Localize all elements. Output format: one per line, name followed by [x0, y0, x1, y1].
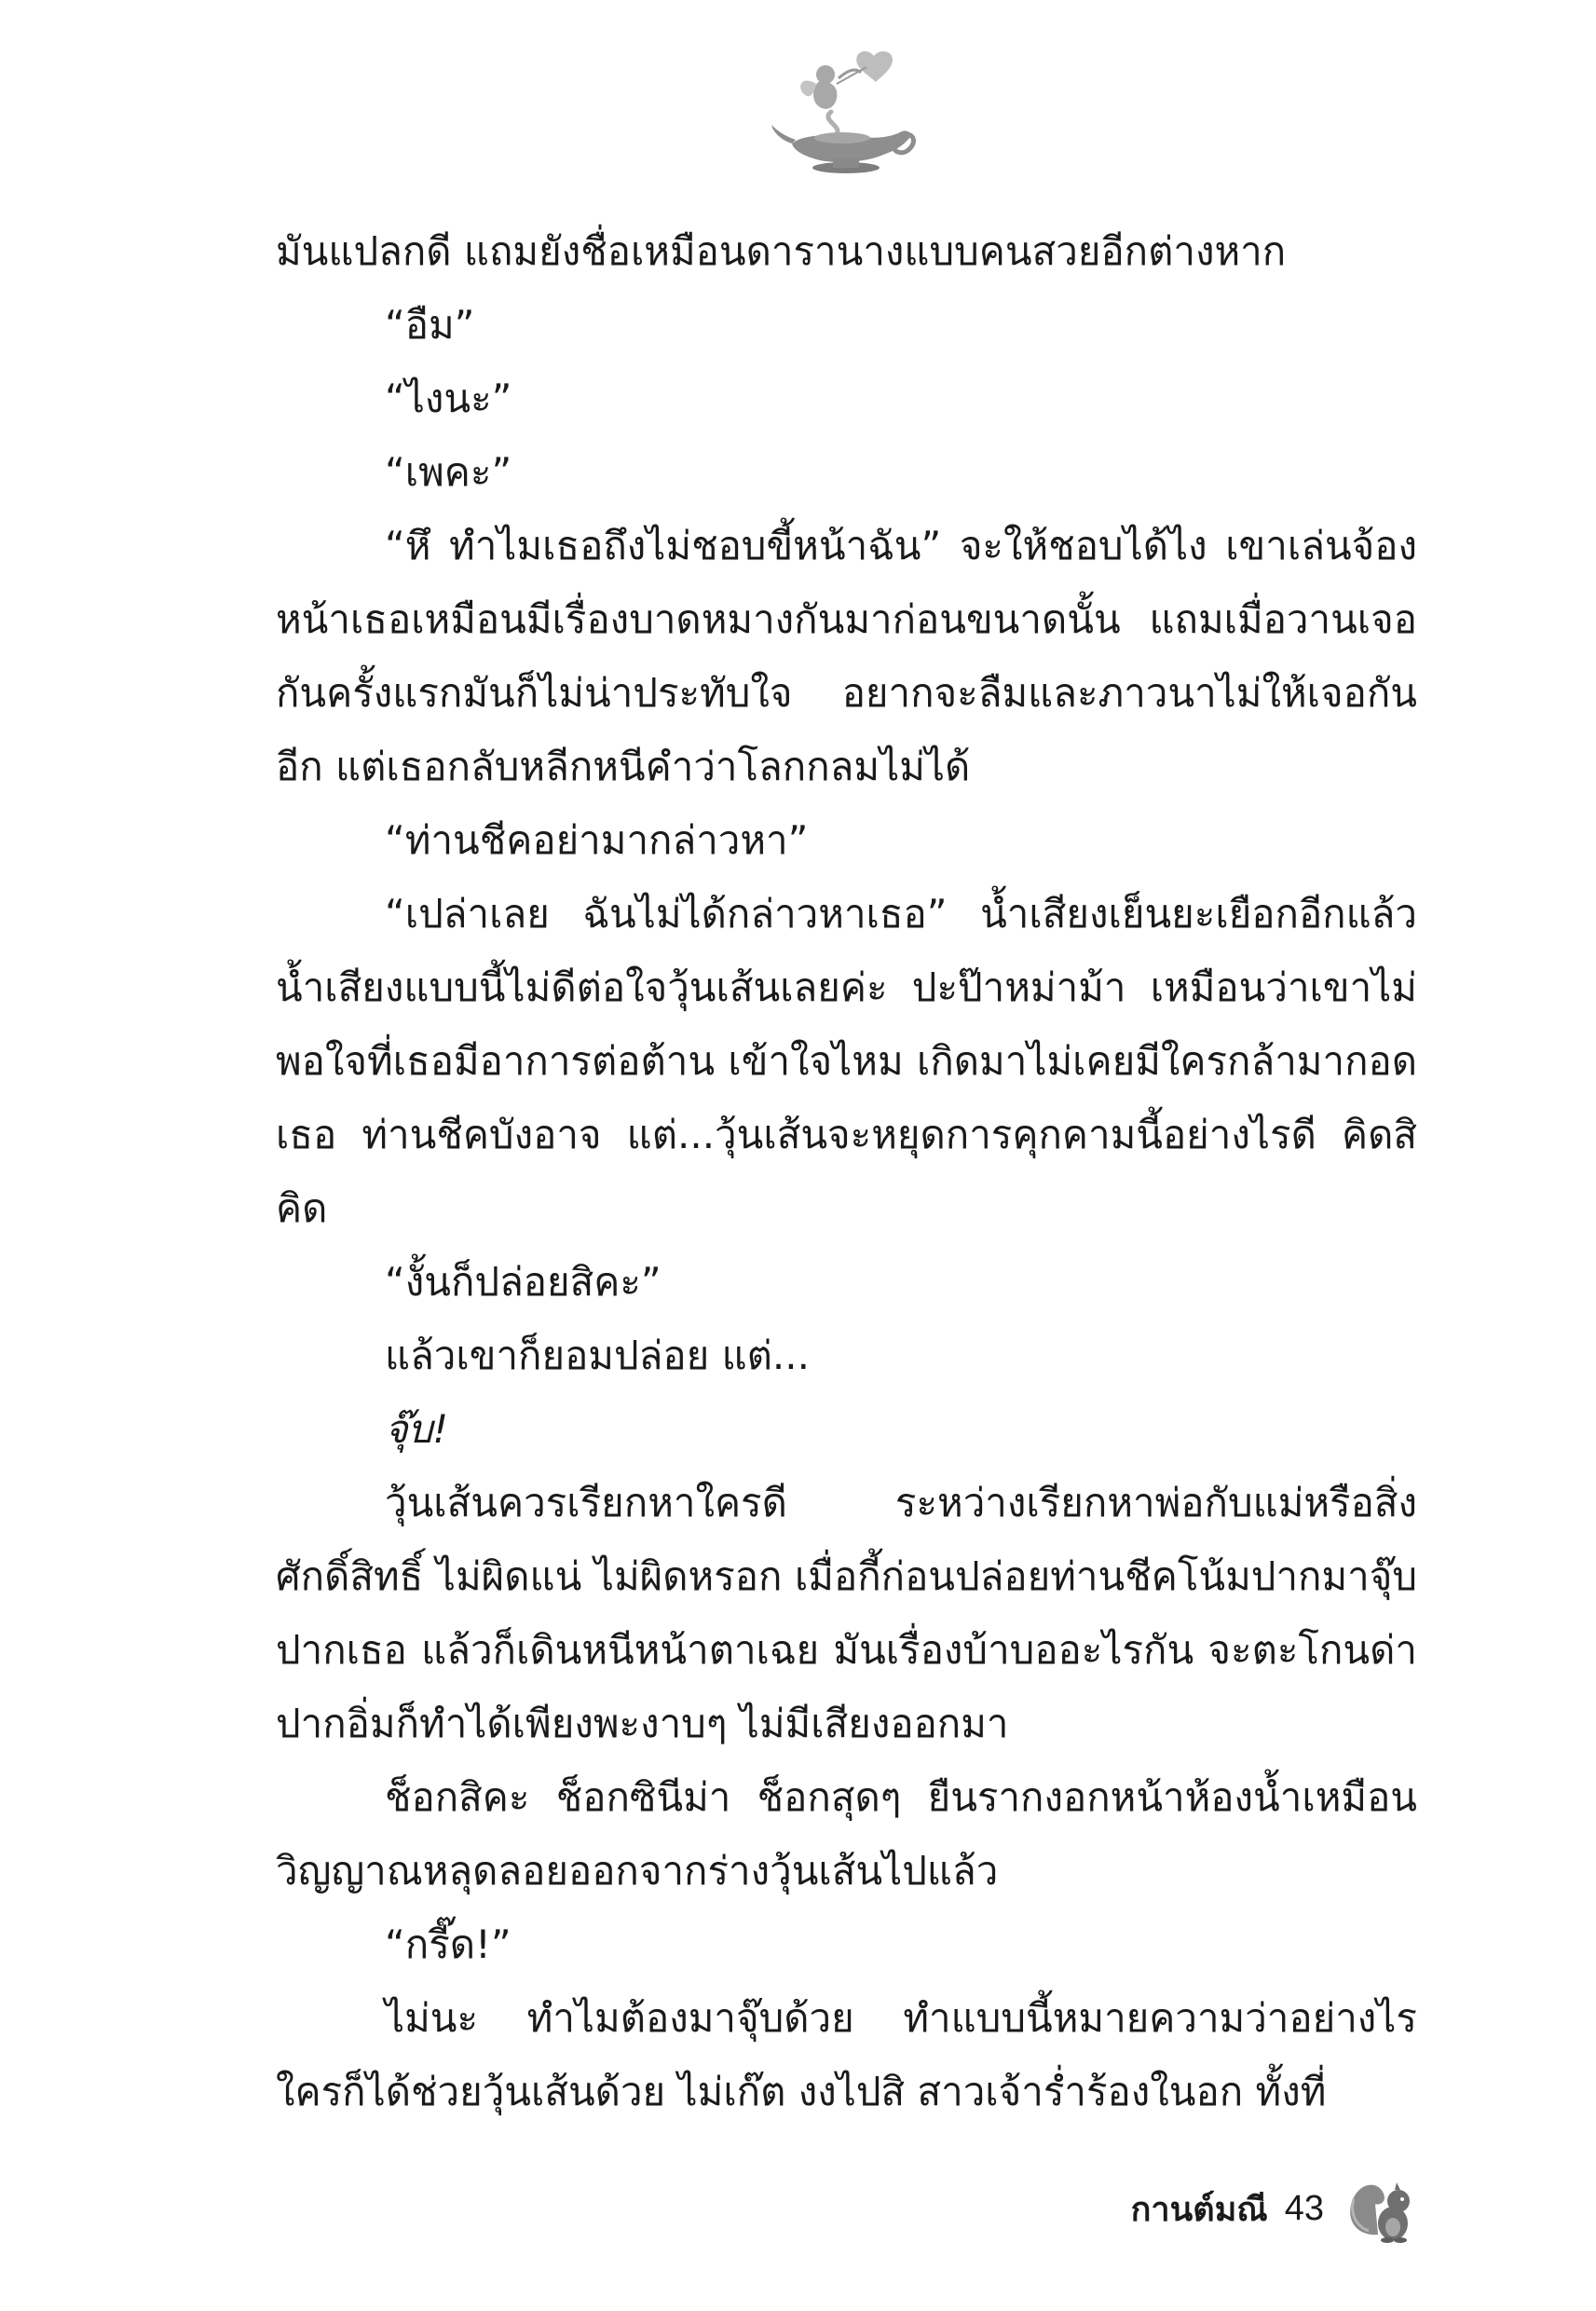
paragraph: “งั้นก็ปล่อยสิคะ”: [385, 1259, 662, 1305]
paragraph: ไม่นะ ทำไมต้องมาจุ๊บด้วย ทำแบบนี้หมายความว่าอย่างไร ใครก็ได้ช่วยวุ้นเส้นด้วย ไม่เก๊ต งงไปสิ สาวเจ้าร่ำร้องในอก ทั้งที่: [276, 1995, 1417, 2114]
paragraph: “เพคะ”: [385, 449, 512, 495]
lamp-cupid-icon: [764, 47, 922, 177]
paragraph: “กรี๊ด!”: [385, 1921, 512, 1967]
paragraph: ช็อกสิคะ ช็อกซินีม่า ช็อกสุดๆ ยืนรากงอกหน้าห้องน้ำเหมือนวิญญาณหลุดลอยออกจากร่างวุ้นเส้นไปแล้ว: [276, 1774, 1417, 1894]
paragraph: “ท่านชีคอย่ามากล่าวหา”: [385, 817, 809, 863]
squirrel-icon: [1341, 2169, 1419, 2248]
paragraph: “อืม”: [385, 302, 475, 348]
page-body: [276, 214, 1417, 2128]
paragraph: แล้วเขาก็ยอมปล่อย แต่...: [385, 1333, 810, 1378]
paragraph: “หึ ทำไมเธอถึงไม่ชอบขี้หน้าฉัน” จะให้ชอบได้ไง เขาเล่นจ้องหน้าเธอเหมือนมีเรื่องบาดหมางกันมาก่อนขนาดนั้น แถมเมื่อวานเจอกันครั้งแรกมันก็ไม่น่าประทับใจ อยากจะลืมและภาวนาไม่ให้เจอกันอีก แต่เธอกลับหลีกหนีคำว่าโลกกลมไม่ได้: [276, 523, 1417, 789]
paragraph: “เปล่าเลย ฉันไม่ได้กล่าวหาเธอ” น้ำเสียงเย็นยะเยือกอีกแล้ว น้ำเสียงแบบนี้ไม่ดีต่อใจวุ้นเส้นเลยค่ะ ปะป๊าหม่าม้า เหมือนว่าเขาไม่พอใจที่เธอมีอาการต่อต้าน เข้าใจไหม เกิดมาไม่เคยมีใครกล้ามากอดเธอ ท่านชีคบังอาจ แต่...วุ้นเส้นจะหยุดการคุกคามนี้อย่างไรดี คิดสิคิด: [276, 891, 1417, 1231]
author-name: กานต์มณี: [1130, 2190, 1268, 2229]
paragraph: “ไงนะ”: [385, 376, 512, 421]
page-number: 43: [1284, 2188, 1324, 2228]
paragraph: จุ๊บ!: [385, 1406, 449, 1452]
paragraph: มันแปลกดี แถมยังชื่อเหมือนดารานางแบบคนสวยอีกต่างหาก: [276, 228, 1287, 274]
paragraph: วุ้นเส้นควรเรียกหาใครดี ระหว่างเรียกหาพ่อกับแม่หรือสิ่งศักดิ์สิทธิ์ ไม่ผิดแน่ ไม่ผิดหรอก เมื่อกี้ก่อนปล่อยท่านชีคโน้มปากมาจุ๊บปากเธอ แล้วก็เดินหนีหน้าตาเฉย มันเรื่องบ้าบออะไรกัน จะตะโกนด่าปากอิ่มก็ทำได้เพียงพะงาบๆ ไม่มีเสียงออกมา: [276, 1480, 1417, 1746]
page-footer: [1131, 2171, 1419, 2246]
